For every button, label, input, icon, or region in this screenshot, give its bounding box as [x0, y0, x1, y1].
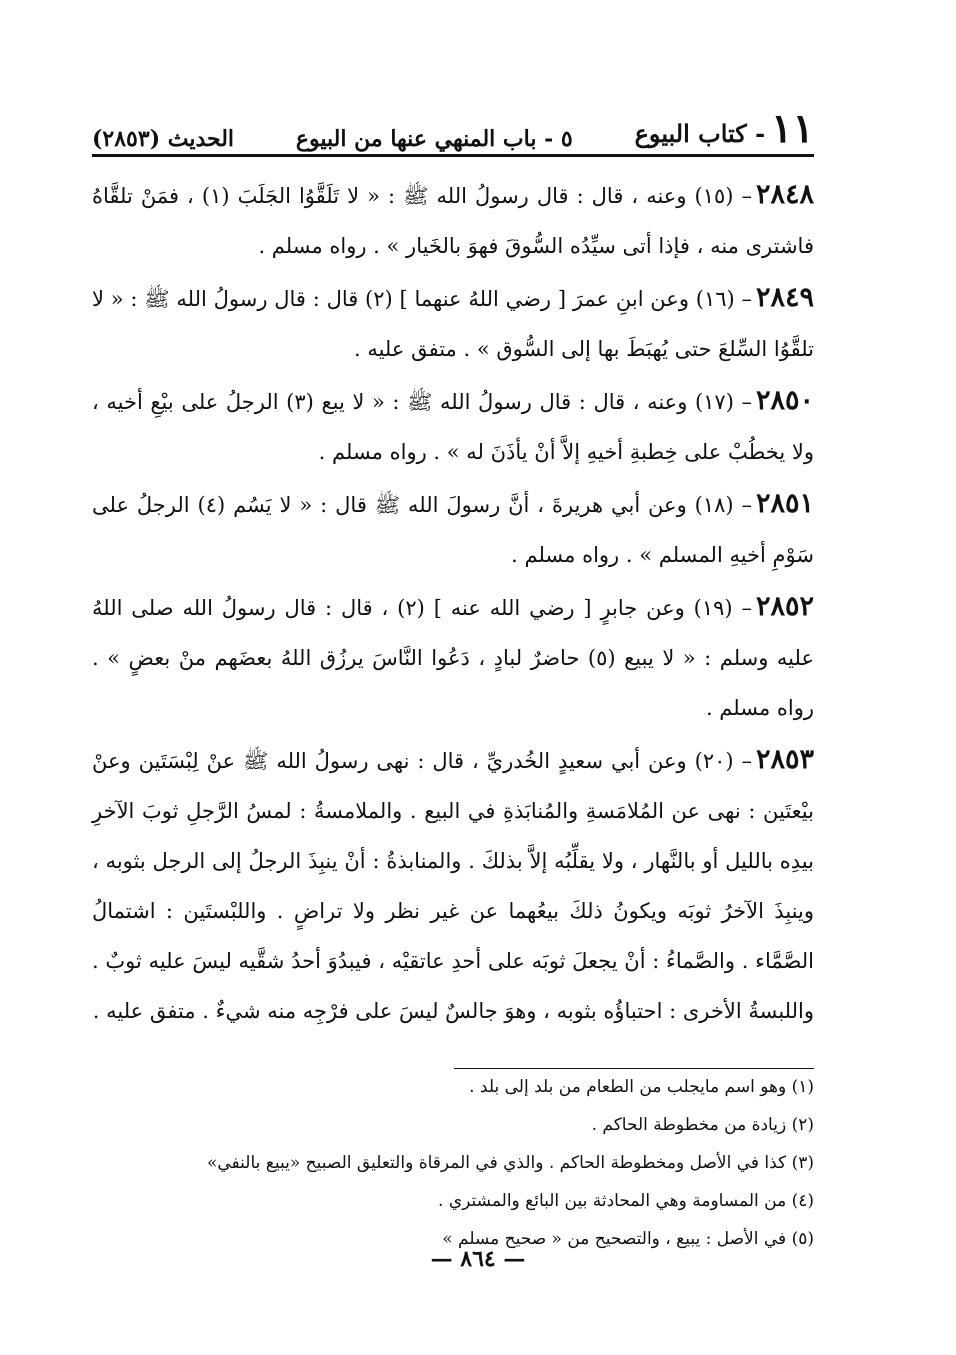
hadith-2853: [92, 735, 814, 1036]
footnote-4: (٤) من المساومة وهي المحادثة بين البائع والمشتري .: [438, 1191, 814, 1211]
hadith-text: – (١٧) وعنه ، قال : قال رسولُ الله ﷺ : « لا يبع (٣) الرجلُ على بيْعِ أخيه ، ولا يخطُبْ على خِطبةِ أخيهِ إلاَّ أنْ يأذَنَ له » . رواه مسلم .: [92, 390, 814, 464]
hadith-2852: [92, 582, 814, 733]
main-text: [92, 170, 814, 1038]
hadith-2848: [92, 170, 814, 271]
hadith-number: ٢٨٥٢: [755, 591, 814, 622]
book-heading: [635, 105, 814, 152]
hadith-text: – (٢٠) وعن أبي سعيدٍ الخُدريِّ ، قال : نهى رسولُ الله ﷺ عنْ لِبْسَتَين وعنْ بيْعتَين : نهى عن المُلامَسةِ والمُنابَذةِ في البيع . والملامسةُ : لمسُ الرَّجلِ ثوبَ الآخرِ بيدِه بالليل أو بالنَّهار ، ولا يقلِّبُه إلاَّ بذلكَ . والمنابذةُ : أنْ ينبِذَ الرجلُ إلى الرجل بثوبه ، وينبِذَ الآخرُ ثوبَه ويكونُ ذلكَ بيعُهما عن غير نظر ولا تراضٍ . واللبْستَين : اشتمالُ الصَّمَّاء . والصَّماءُ : أنْ يجعلَ ثوبَه على أحدِ عاتقيْه ، فيبدُوَ أحدُ شقَّيه ليسَ عليه ثوبٌ . واللبسةُ الأخرى : احتباؤُه بثوبه ، وهوَ جالسٌ ليسَ على فرْجِه منه شيءٌ . متفق عليه .: [92, 749, 814, 1023]
page-number: — ٨٦٤ —: [430, 1246, 526, 1272]
hadith-text: – (١٩) وعن جابرٍ [ رضي الله عنه ] (٢) ، قال : قال رسولُ الله صلى اللهُ عليه وسلم : « لا يبيع (٥) حاضرٌ لبادٍ ، دَعُوا النَّاسَ يرزُق اللهُ بعضَهم منْ بعضٍ » . رواه مسلم .: [92, 596, 814, 720]
footnote-3: (٣) كذا في الأصل ومخطوطة الحاكم . والذي في المرقاة والتعليق الصبيح «يبيع بالنفي»: [206, 1153, 814, 1173]
book-title: - كتاب البيوع: [634, 119, 766, 148]
hadith-range: الحديث (٢٨٥٣): [92, 126, 235, 152]
hadith-number: ٢٨٥٣: [755, 744, 814, 775]
book-number: ١١: [771, 105, 814, 152]
hadith-number: ٢٨٤٩: [756, 282, 815, 313]
running-head: [92, 105, 814, 152]
hadith-2851: [92, 479, 814, 580]
footnotes: [92, 1068, 814, 1258]
footnote-5: (٥) في الأصل : يبيع ، والتصحيح من « صحيح مسلم »: [442, 1229, 814, 1249]
footnote-1: (١) وهو اسم مايجلب من الطعام من بلد إلى بلد .: [469, 1077, 814, 1097]
hadith-text: – (١٦) وعن ابنِ عمرَ [ رضي اللهُ عنهما ] (٢) قال : قال رسولُ الله ﷺ : « لا تلقَّوُا السِّلعَ حتى يُهبَطَ بها إلى السُّوق » . متفق عليه .: [92, 287, 814, 361]
hadith-number: ٢٨٥١: [756, 488, 815, 519]
hadith-number: ٢٨٤٨: [756, 179, 815, 210]
hadith-text: – (١٥) وعنه ، قال : قال رسولُ الله ﷺ : « لا تَلَقَّوُا الجَلَبَ (١) ، فمَنْ تلقَّاهُ فاشترى منه ، فإذا أتى سيِّدُه السُّوقَ فهوَ بالخَيار » . رواه مسلم .: [92, 184, 814, 258]
hadith-2849: [92, 273, 814, 374]
footnote-2: (٢) زيادة من مخطوطة الحاكم .: [591, 1115, 814, 1135]
hadith-2850: [92, 376, 814, 477]
hadith-number: ٢٨٥٠: [756, 385, 815, 416]
hadith-text: – (١٨) وعن أبي هريرةَ ، أنَّ رسولَ الله ﷺ قال : « لا يَسُم (٤) الرجلُ على سَوْمِ أخيهِ المسلم » . رواه مسلم .: [92, 493, 814, 567]
chapter-title: ٥ - باب المنهي عنها من البيوع: [295, 126, 573, 152]
header-rule: [92, 154, 814, 157]
